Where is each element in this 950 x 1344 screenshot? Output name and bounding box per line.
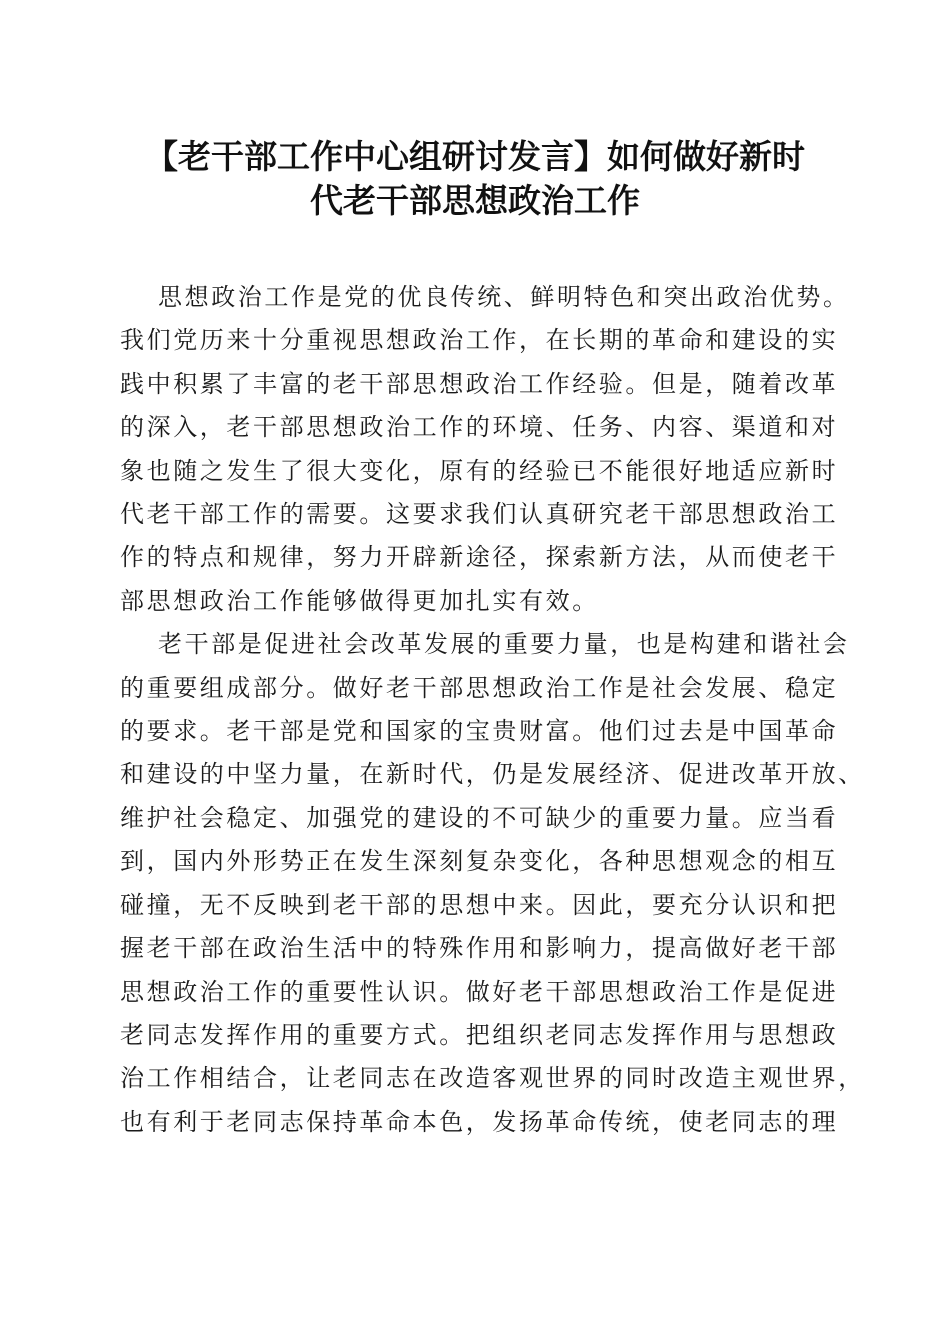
text-line: 碰撞，无不反映到老干部的思想中来。因此，要充分认识和把 (120, 890, 839, 919)
text-line: 部思想政治工作能够做得更加扎实有效。 (120, 586, 599, 615)
text-line: 代老干部工作的需要。这要求我们认真研究老干部思想政治工 (120, 500, 839, 529)
text-line: 和建设的中坚力量，在新时代，仍是发展经济、促进改革开放、 (120, 760, 865, 789)
paragraph-1 (120, 276, 850, 623)
text-line: 践中积累了丰富的老干部思想政治工作经验。但是，随着改革 (120, 369, 839, 398)
text-line: 老干部是促进社会改革发展的重要力量，也是构建和谐社会 (158, 630, 850, 659)
text-line: 的重要组成部分。做好老干部思想政治工作是社会发展、稳定 (120, 673, 839, 702)
text-line: 治工作相结合，让老同志在改造客观世界的同时改造主观世界， (120, 1064, 865, 1093)
text-line: 也有利于老同志保持革命本色，发扬革命传统，使老同志的理 (120, 1107, 839, 1136)
text-line: 到，国内外形势正在发生深刻复杂变化，各种思想观念的相互 (120, 847, 839, 876)
text-line: 老同志发挥作用的重要方式。把组织老同志发挥作用与思想政 (120, 1020, 839, 1049)
title-line: 【老干部工作中心组研讨发言】如何做好新时 (145, 137, 805, 176)
document-body (120, 276, 865, 1144)
paragraph-2 (120, 623, 865, 1144)
title-line: 代老干部思想政治工作 (310, 181, 640, 220)
text-line: 的深入，老干部思想政治工作的环境、任务、内容、渠道和对 (120, 413, 839, 442)
text-line: 的要求。老干部是党和国家的宝贵财富。他们过去是中国革命 (120, 717, 839, 746)
text-line: 思想政治工作是党的优良传统、鲜明特色和突出政治优势。 (158, 283, 850, 311)
text-line: 思想政治工作的重要性认识。做好老干部思想政治工作是促进 (120, 977, 839, 1006)
text-line: 象也随之发生了很大变化，原有的经验已不能很好地适应新时 (120, 456, 839, 485)
text-line: 维护社会稳定、加强党的建设的不可缺少的重要力量。应当看 (120, 803, 839, 832)
text-line: 作的特点和规律，努力开辟新途径，探索新方法，从而使老干 (120, 543, 839, 572)
text-line: 握老干部在政治生活中的特殊作用和影响力，提高做好老干部 (120, 934, 839, 963)
text-line: 我们党历来十分重视思想政治工作，在长期的革命和建设的实 (120, 326, 839, 355)
document-title (100, 135, 850, 223)
